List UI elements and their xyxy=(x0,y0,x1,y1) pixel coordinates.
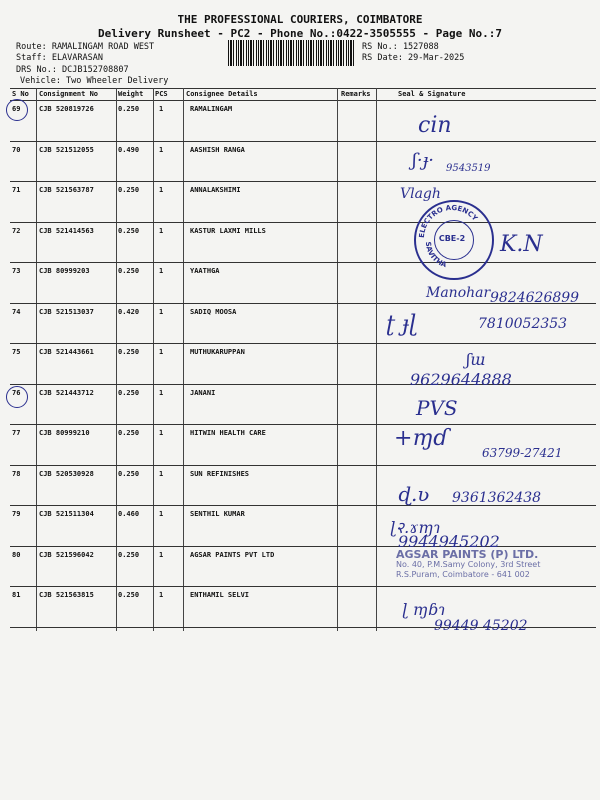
cell-consignee: SENTHIL KUMAR xyxy=(190,510,245,518)
col-remarks: Remarks xyxy=(341,90,371,98)
company-round-stamp xyxy=(414,200,494,280)
barcode xyxy=(228,40,356,66)
seal-line-1: AGSAR PAINTS (P) LTD. xyxy=(396,548,539,561)
col-sno: S No xyxy=(12,90,29,98)
phone-75: 9629644888 xyxy=(410,370,512,389)
col-weight: Weight xyxy=(118,90,144,98)
row-divider xyxy=(10,222,596,223)
phone-73: 9824626899 xyxy=(490,290,580,306)
cell-weight: 0.250 xyxy=(118,388,140,397)
staff-label: Staff: ELAVARASAN xyxy=(16,53,103,63)
cell-consignee: JANANI xyxy=(190,388,216,397)
stamp-text-top: ELECTRO AGENCY xyxy=(417,203,479,239)
cell-pcs: 1 xyxy=(159,591,164,599)
cell-sno: 72 xyxy=(12,226,21,235)
cell-sno: 69 xyxy=(12,105,21,113)
row-divider xyxy=(10,465,596,466)
col-consignment: Consignment No xyxy=(39,90,99,98)
col-seal-signature: Seal & Signature xyxy=(398,90,466,98)
signature-78: ɖ.ʋ xyxy=(398,482,430,506)
cell-pcs: 1 xyxy=(159,510,164,518)
cell-consignee: SUN REFINISHES xyxy=(190,469,250,478)
cell-consignment: CJB 521443712 xyxy=(39,388,94,397)
signature-81: ɭ ɱɓɿ xyxy=(402,600,446,619)
row-divider xyxy=(10,262,596,263)
rs-number: RS No.: 1527088 xyxy=(362,42,439,52)
cell-weight: 0.250 xyxy=(118,348,140,356)
signature-72: K.N xyxy=(500,232,543,257)
cell-weight: 0.420 xyxy=(118,307,140,316)
cell-consignment: CJB 521513037 xyxy=(39,307,94,316)
cell-sno: 75 xyxy=(12,348,21,356)
cell-pcs: 1 xyxy=(159,226,164,235)
cell-pcs: 1 xyxy=(159,186,164,194)
cell-weight: 0.250 xyxy=(118,429,140,437)
cell-weight: 0.250 xyxy=(118,226,140,235)
phone-78: 9361362438 xyxy=(452,490,542,506)
cell-weight: 0.250 xyxy=(118,591,140,599)
cell-consignee: RAMALINGAM xyxy=(190,105,233,113)
company-seal xyxy=(396,550,540,580)
cell-weight: 0.250 xyxy=(118,550,140,559)
drs-number: DRS No.: DCJB152708807 xyxy=(16,65,129,75)
cell-consignee: YAATHGA xyxy=(190,267,220,275)
cell-consignment: CJB 521443661 xyxy=(39,348,94,356)
cell-consignment: CJB 80999203 xyxy=(39,267,90,275)
row-divider xyxy=(10,141,596,142)
cell-consignment: CJB 521512055 xyxy=(39,145,94,154)
cell-sno: 70 xyxy=(12,145,21,154)
phone-81: 99449 45202 xyxy=(434,618,528,634)
cell-pcs: 1 xyxy=(159,348,164,356)
col-pcs: PCS xyxy=(155,90,168,98)
cell-consignment: CJB 80999210 xyxy=(39,429,90,437)
row-divider xyxy=(10,181,596,182)
cell-sno: 79 xyxy=(12,510,21,518)
cell-consignment: CJB 521596042 xyxy=(39,550,94,559)
svg-text:SAVITHA xyxy=(424,241,448,269)
signature-75: ʃɯ xyxy=(466,350,486,369)
row-divider xyxy=(10,343,596,344)
cell-consignment: CJB 521563815 xyxy=(39,591,94,599)
signature-69: cin xyxy=(418,113,452,138)
company-name: THE PROFESSIONAL COURIERS, COIMBATORE xyxy=(177,13,423,26)
cell-sno: 80 xyxy=(12,550,21,559)
cell-consignee: HITWIN HEALTH CARE xyxy=(190,429,266,437)
cell-consignment: CJB 521563787 xyxy=(39,186,94,194)
cell-sno: 74 xyxy=(12,307,21,316)
cell-pcs: 1 xyxy=(159,388,164,397)
row-divider xyxy=(10,424,596,425)
seal-line-3: R.S.Puram, Coimbatore - 641 002 xyxy=(396,570,530,579)
cell-pcs: 1 xyxy=(159,267,164,275)
cell-sno: 71 xyxy=(12,186,21,194)
row-divider xyxy=(10,586,596,587)
cell-sno: 81 xyxy=(12,591,21,599)
rs-date: RS Date: 29-Mar-2025 xyxy=(362,53,465,63)
seal-line-2: No. 40, P.M.Samy Colony, 3rd Street xyxy=(396,560,541,569)
cell-pcs: 1 xyxy=(159,307,164,316)
signature-77: +ɱɗ xyxy=(394,426,449,451)
phone-74: 7810052353 xyxy=(478,316,568,332)
route-label: Route: RAMALINGAM ROAD WEST xyxy=(16,42,155,52)
cell-sno: 76 xyxy=(12,388,21,397)
cell-pcs: 1 xyxy=(159,469,164,478)
cell-consignee: ENTHAMIL SELVI xyxy=(190,591,250,599)
cell-weight: 0.460 xyxy=(118,510,140,518)
cell-consignment: CJB 521414563 xyxy=(39,226,94,235)
cell-sno: 73 xyxy=(12,267,21,275)
cell-pcs: 1 xyxy=(159,145,164,154)
cell-consignee: SADIQ MOOSA xyxy=(190,307,237,316)
cell-consignment: CJB 521511304 xyxy=(39,510,94,518)
cell-consignee: AASHISH RANGA xyxy=(190,145,245,154)
cell-pcs: 1 xyxy=(159,429,164,437)
stamp-center: CBE-2 xyxy=(438,234,466,243)
stamp-text-bottom: SAVITHA xyxy=(423,241,448,270)
cell-weight: 0.250 xyxy=(118,469,140,478)
phone-77: 63799-27421 xyxy=(482,446,563,460)
cell-weight: 0.250 xyxy=(118,105,140,113)
col-consignee: Consignee Details xyxy=(186,90,258,98)
row-divider xyxy=(10,546,596,547)
cell-consignee: MUTHUKARUPPAN xyxy=(190,348,245,356)
cell-sno: 77 xyxy=(12,429,21,437)
cell-consignee: ANNALAKSHIMI xyxy=(190,186,241,194)
cell-consignment: CJB 520530928 xyxy=(39,469,94,478)
signature-70: ʃ·ɟ· xyxy=(412,150,434,171)
cell-consignee: KASTUR LAXMI MILLS xyxy=(190,226,266,235)
cell-consignee: AGSAR PAINTS PVT LTD xyxy=(190,550,275,559)
ink-circle xyxy=(6,386,28,408)
phone-70: 9543519 xyxy=(446,163,491,174)
vehicle-label: Vehicle: Two Wheeler Delivery xyxy=(20,76,169,86)
ink-circle xyxy=(6,99,28,121)
signature-71: Vlagh xyxy=(400,186,441,202)
cell-pcs: 1 xyxy=(159,105,164,113)
phone-79: 9944945202 xyxy=(398,532,500,551)
signature-76: PVS xyxy=(416,396,458,420)
cell-weight: 0.250 xyxy=(118,186,140,194)
runsheet-title: Delivery Runsheet - PC2 - Phone No.:0422-3505555 - Page No.:7 xyxy=(98,27,502,40)
name-73: Manohar xyxy=(426,285,491,301)
cell-weight: 0.250 xyxy=(118,267,140,275)
signature-74: ʈ ɟɭ xyxy=(386,312,417,337)
cell-pcs: 1 xyxy=(159,550,164,559)
cell-sno: 78 xyxy=(12,469,21,478)
signature-79: ɭ२.ɤɱɿ xyxy=(390,518,441,537)
cell-consignment: CJB 520819726 xyxy=(39,105,94,113)
cell-weight: 0.490 xyxy=(118,145,140,154)
